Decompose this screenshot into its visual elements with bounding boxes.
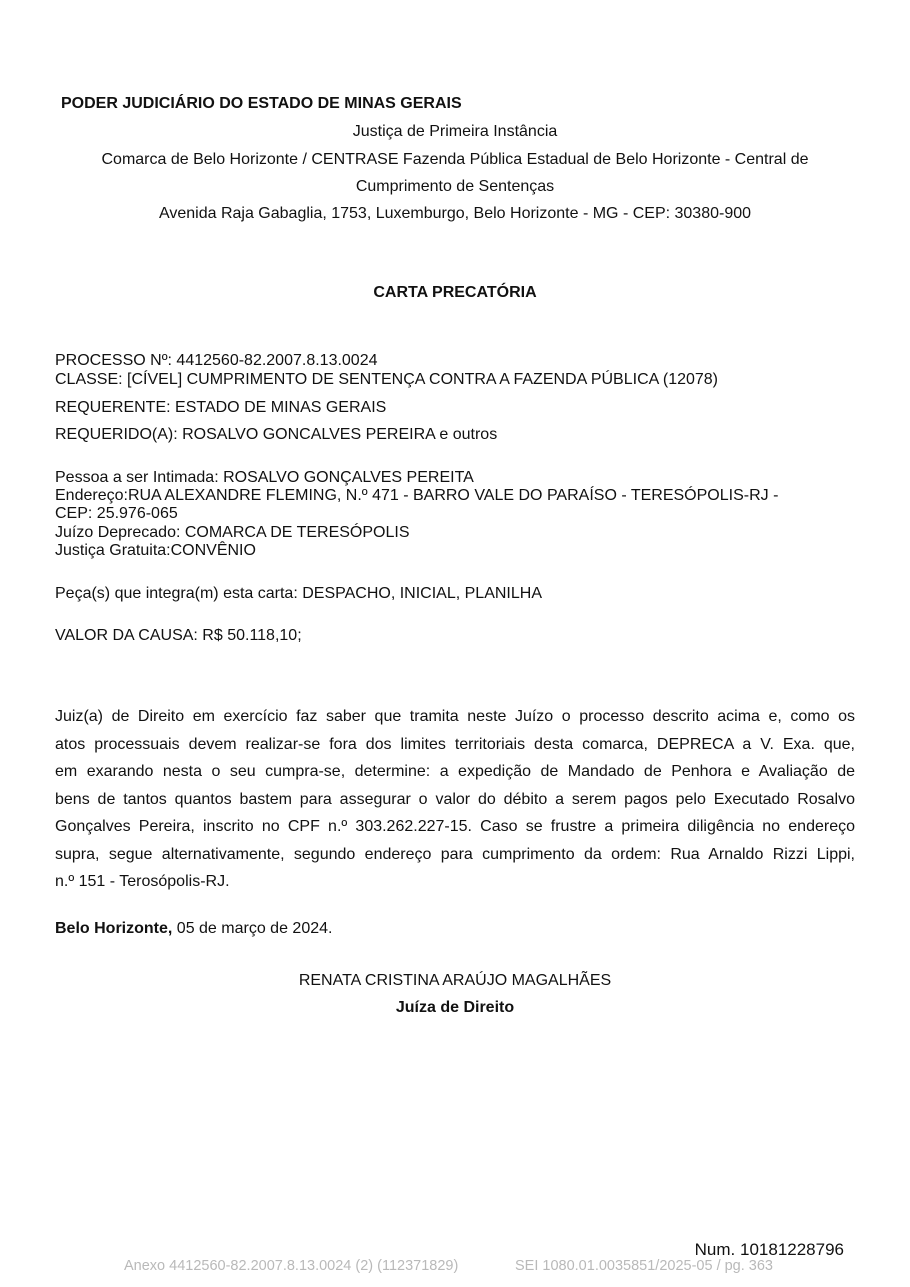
attached-pieces: Peça(s) que integra(m) esta carta: DESPACHO, INICIAL, PLANILHA	[55, 585, 542, 602]
footer-sei: SEI 1080.01.0035851/2025-05 / pg. 363	[515, 1258, 773, 1274]
case-class: CLASSE: [CÍVEL] CUMPRIMENTO DE SENTENÇA CONTRA A FAZENDA PÚBLICA (12078)	[55, 371, 719, 388]
body-line: atos processuais devem realizar-se fora dos limites territoriais desta comarca, DEPRECA a V. Exa. que,	[55, 735, 855, 753]
body-line: Juiz(a) de Direito em exercício faz saber que tramita neste Juízo o processo descrito acima e, como os	[55, 708, 855, 725]
deprecated-court: Juízo Deprecado: COMARCA DE TERESÓPOLIS	[55, 524, 410, 541]
signer-role: Juíza de Direito	[395, 999, 515, 1016]
court-line-2: Cumprimento de Sentenças	[355, 178, 555, 195]
body-line: n.º 151 - Terosópolis-RJ.	[55, 873, 230, 890]
case-value: VALOR DA CAUSA: R$ 50.118,10;	[55, 627, 302, 644]
free-justice: Justiça Gratuita:CONVÊNIO	[55, 542, 256, 559]
body-line: Gonçalves Pereira, inscrito no CPF n.º 303.262.227-15. Caso se frustre a primeira diligência no endereço	[55, 818, 855, 835]
place: Belo Horizonte,	[55, 920, 173, 937]
plaintiff: REQUERENTE: ESTADO DE MINAS GERAIS	[55, 399, 387, 416]
footer-annex: Anexo 4412560-82.2007.8.13.0024 (2) (112371829)	[124, 1258, 459, 1274]
address-line-1: Endereço:RUA ALEXANDRE FLEMING, N.º 471 - BARRO VALE DO PARAÍSO - TERESÓPOLIS-RJ -	[55, 487, 779, 504]
body-line: supra, segue alternativamente, segundo endereço para cumprimento da ordem: Rua Arnaldo Rizzi Lippi,	[55, 845, 855, 863]
case-number: PROCESSO Nº: 4412560-82.2007.8.13.0024	[55, 352, 378, 369]
date: 05 de março de 2024.	[172, 920, 333, 937]
document-title: CARTA PRECATÓRIA	[373, 284, 537, 301]
signer-name: RENATA CRISTINA ARAÚJO MAGALHÃES	[298, 972, 612, 989]
document-number: Num. 10181228796	[694, 1240, 844, 1259]
place-date	[55, 919, 332, 939]
defendant: REQUERIDO(A): ROSALVO GONCALVES PEREIRA e outros	[55, 426, 498, 443]
court-address: Avenida Raja Gabaglia, 1753, Luxemburgo, Belo Horizonte - MG - CEP: 30380-900	[158, 205, 752, 222]
court-line-1: Comarca de Belo Horizonte / CENTRASE Fazenda Pública Estadual de Belo Horizonte - Central de	[101, 151, 809, 168]
org-title: PODER JUDICIÁRIO DO ESTADO DE MINAS GERAIS	[61, 95, 462, 112]
person-to-notify: Pessoa a ser Intimada: ROSALVO GONÇALVES PEREITA	[55, 469, 474, 486]
body-paragraph	[55, 703, 855, 896]
body-line: em exarando nesta o seu cumpra-se, determine: a expedição de Mandado de Penhora e Avaliação de	[55, 763, 855, 780]
body-line: bens de tantos quantos bastem para assegurar o valor do débito a serem pagos pelo Executado Rosalvo	[55, 790, 855, 808]
instance-line: Justiça de Primeira Instância	[352, 123, 558, 140]
address-line-2: CEP: 25.976-065	[55, 505, 178, 522]
